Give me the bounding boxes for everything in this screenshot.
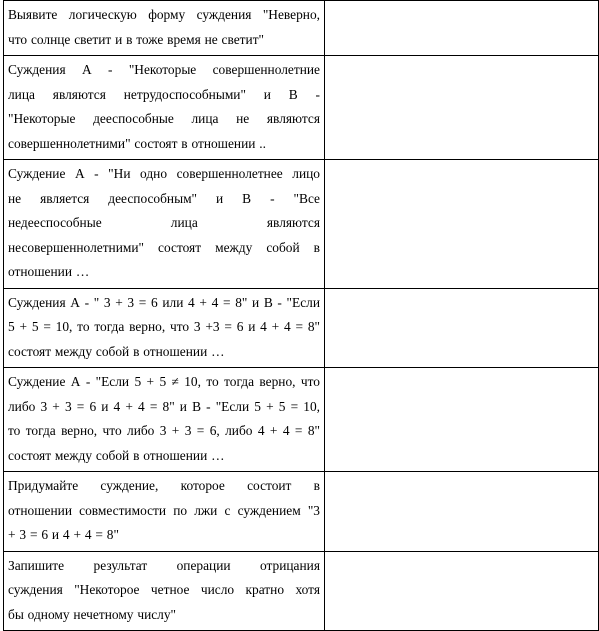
question-cell — [4, 551, 325, 631]
question-line: несовершеннолетними" состоят между собой в — [8, 239, 320, 255]
question-line: отношении … — [8, 264, 90, 279]
question-line: Суждение А - "Ни одно совершеннолетнее лицо — [8, 166, 320, 181]
question-text — [4, 552, 324, 631]
answer-cell — [325, 368, 599, 472]
question-line: отношении совместимости по лжи с суждением "3 — [8, 502, 320, 518]
question-text — [4, 368, 324, 471]
question-line: Запишите результат операции отрицания — [8, 557, 320, 573]
answer-text — [325, 160, 598, 165]
answer-cell — [325, 1, 599, 56]
question-text — [4, 472, 324, 551]
question-cell — [4, 368, 325, 472]
question-line: Придумайте суждение, которое состоит в — [8, 478, 320, 493]
question-cell — [4, 288, 325, 368]
answer-text — [325, 56, 598, 61]
question-text — [4, 160, 324, 288]
question-line: лица являются нетрудоспособными" и В - — [8, 86, 320, 102]
table-row — [4, 551, 599, 631]
question-line: + 3 = 6 и 4 + 4 = 8" — [8, 527, 119, 542]
table-row — [4, 56, 599, 160]
table-row — [4, 160, 599, 289]
question-line: 5 + 5 = 10, то тогда верно, что 3 +3 = 6 и 4 + 4 = 8" — [8, 319, 320, 334]
question-cell — [4, 56, 325, 160]
question-line: "Некоторые дееспособные лица не являются — [8, 111, 320, 126]
answer-text — [325, 1, 598, 6]
questions-table — [3, 0, 599, 631]
answer-cell — [325, 551, 599, 631]
question-line: Суждения А - "Некоторые совершеннолетние — [8, 62, 320, 77]
answer-cell — [325, 472, 599, 552]
answer-cell — [325, 288, 599, 368]
question-line: что солнце светит и в тоже время не светит" — [8, 31, 265, 47]
question-line: либо 3 + 3 = 6 и 4 + 4 = 8" и В - "Если 5 + 5 = 10, — [8, 398, 320, 414]
answer-text — [325, 368, 598, 373]
question-line: не является дееспособным" и В - "Все — [8, 190, 320, 206]
table-row — [4, 472, 599, 552]
answer-cell — [325, 56, 599, 160]
answer-text — [325, 289, 598, 294]
question-line: недееспособные лица являются — [8, 215, 320, 230]
question-cell — [4, 472, 325, 552]
question-text — [4, 56, 324, 159]
question-line: состоят между собой в отношении … — [8, 447, 225, 463]
answer-text — [325, 552, 598, 557]
answer-text — [325, 472, 598, 477]
question-cell — [4, 160, 325, 289]
question-line: состоят между собой в отношении … — [8, 343, 225, 359]
question-line: Суждение А - "Если 5 + 5 ≠ 10, то тогда верно, что — [8, 374, 320, 389]
question-cell — [4, 1, 325, 56]
question-text — [4, 1, 324, 55]
questions-table-body — [4, 1, 599, 631]
question-line: то тогда верно, что либо 3 + 3 = 6, либо 4 + 4 = 8" — [8, 423, 320, 438]
table-row — [4, 1, 599, 56]
question-line: совершеннолетними" состоят в отношении .. — [8, 135, 266, 151]
answer-cell — [325, 160, 599, 289]
table-row — [4, 288, 599, 368]
question-line: Выявите логическую форму суждения "Неверно, — [8, 7, 320, 22]
question-text — [4, 289, 324, 368]
question-line: бы одному нечетному числу" — [8, 606, 177, 622]
question-line: суждения "Некоторое четное число кратно хотя — [8, 582, 320, 597]
table-row — [4, 368, 599, 472]
question-line: Суждения А - " 3 + 3 = 6 или 4 + 4 = 8" и В - "Если — [8, 294, 320, 310]
